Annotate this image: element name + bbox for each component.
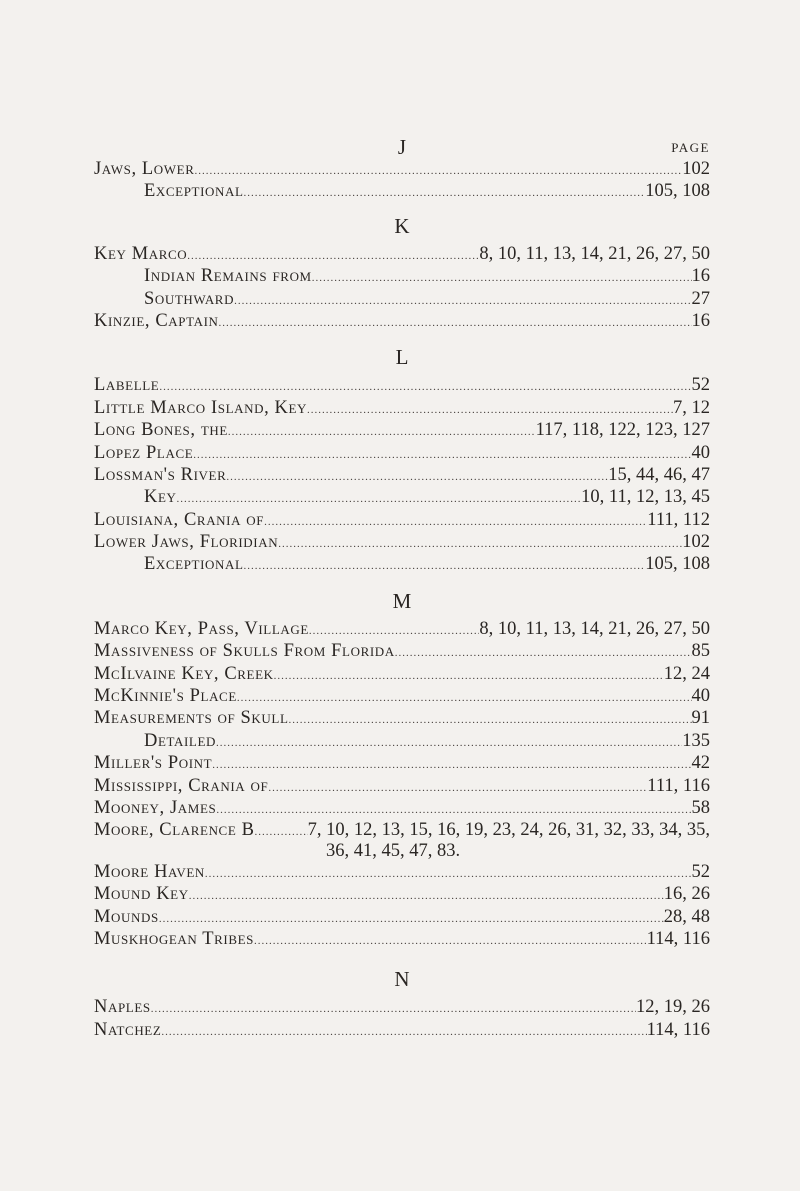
entry-name: Little Marco Island, Key: [94, 397, 308, 418]
leader-dots: [159, 908, 664, 930]
entry-pages: 15, 44, 46, 47: [608, 464, 710, 485]
index-entry: [94, 928, 710, 950]
entry-name: Moore, Clarence B: [94, 820, 255, 841]
leader-dots: [226, 466, 608, 488]
entry-pages: 7, 10, 12, 13, 15, 16, 19, 23, 24, 26, 31, 32, 33, 34, 35,: [307, 820, 710, 841]
entry-name: Measurements of Skull: [94, 708, 289, 729]
entry-pages: 12, 24: [663, 663, 710, 684]
leader-dots: [268, 777, 647, 799]
index-entry: [94, 996, 710, 1018]
entry-pages: 16: [691, 310, 710, 331]
section-letter-m: M: [392, 588, 412, 613]
entry-name: Lossman's River: [94, 464, 227, 485]
leader-dots: [159, 376, 691, 398]
entry-pages: 52: [691, 375, 710, 396]
entry-name: Key Marco: [94, 243, 188, 264]
index-entry: [94, 509, 710, 531]
entry-name: Labelle: [94, 375, 160, 396]
entry-pages: 16, 26: [663, 884, 710, 905]
entry-pages: 58: [691, 797, 710, 818]
entry-pages: 40: [691, 686, 710, 707]
index-entry: [94, 310, 710, 332]
entry-pages: 135: [682, 730, 710, 751]
entry-name: Mooney, James: [94, 797, 217, 818]
entry-pages: 52: [691, 861, 710, 882]
entry-pages-continuation: 36, 41, 45, 47, 83.: [326, 840, 461, 861]
index-entry: [94, 819, 710, 841]
leader-dots: [254, 930, 647, 952]
entry-pages: 8, 10, 11, 13, 14, 21, 26, 27, 50: [479, 618, 710, 639]
index-entry: [94, 397, 710, 419]
entry-name: Kinzie, Captain: [94, 310, 219, 331]
leader-dots: [177, 488, 582, 510]
index-entry: [94, 464, 710, 486]
leader-dots: [216, 732, 682, 754]
leader-dots: [395, 642, 692, 664]
index-column: [94, 135, 710, 1041]
entry-name: Louisiana, Crania of: [94, 509, 265, 530]
entry-name: Southward: [144, 288, 235, 309]
entry-pages: 7, 12: [673, 397, 710, 418]
entry-name: Jaws, Lower: [94, 159, 195, 179]
leader-dots: [189, 885, 664, 907]
entry-pages: 27: [691, 288, 710, 309]
index-entry: [94, 861, 710, 883]
entry-name: Massiveness of Skulls From Florida: [94, 641, 395, 662]
leader-dots: [264, 511, 647, 533]
entry-pages: 102: [682, 532, 710, 553]
index-subentry: [94, 180, 710, 202]
entry-name: Natchez: [94, 1019, 162, 1040]
index-entry: [94, 752, 710, 774]
entry-name: Mississippi, Crania of: [94, 775, 269, 796]
entry-pages: 91: [691, 708, 710, 729]
entry-name: Lower Jaws, Floridian: [94, 532, 279, 553]
index-entry: [94, 797, 710, 819]
entry-name: McIlvaine Key, Creek: [94, 663, 274, 684]
leader-dots: [288, 709, 691, 731]
entry-pages: 10, 11, 12, 13, 45: [581, 487, 710, 508]
index-entry: [94, 419, 710, 441]
entry-pages: 28, 48: [663, 906, 710, 927]
section-letter-j: J: [397, 135, 407, 159]
entry-name: McKinnie's Place: [94, 686, 237, 707]
leader-dots: [187, 245, 479, 267]
entry-name: Muskhogean Tribes: [94, 928, 254, 949]
entry-name: Marco Key, Pass, Village: [94, 618, 309, 639]
leader-dots: [309, 620, 480, 642]
index-subentry: [94, 553, 710, 575]
entry-name: Indian Remains from: [144, 266, 312, 287]
index-entry: [94, 640, 710, 662]
entry-name: Mound Key: [94, 884, 189, 905]
entry-pages: 111, 112: [647, 509, 710, 530]
leader-dots: [274, 665, 664, 687]
entry-name: Lopez Place: [94, 442, 194, 463]
section-letter-k: K: [394, 213, 410, 238]
index-subentry: [94, 730, 710, 752]
leader-dots: [228, 421, 536, 443]
entry-pages: 111, 116: [647, 775, 710, 796]
entry-name: Naples: [94, 997, 151, 1018]
leader-dots: [312, 267, 692, 289]
index-entry: [94, 531, 710, 553]
leader-dots: [205, 863, 692, 885]
entry-name: Moore Haven: [94, 861, 205, 882]
entry-name: Key: [144, 487, 177, 508]
section-letter-n: N: [394, 967, 410, 992]
leader-dots: [151, 998, 636, 1020]
index-entry: [94, 618, 710, 640]
leader-dots: [212, 754, 691, 776]
leader-dots: [161, 1021, 646, 1043]
entry-pages: 12, 19, 26: [636, 997, 710, 1018]
entry-pages: 105, 108: [645, 554, 710, 575]
index-entry: [94, 707, 710, 729]
index-subentry: [94, 265, 710, 287]
entry-pages: 85: [691, 641, 710, 662]
leader-dots: [255, 821, 308, 843]
leader-dots: [237, 687, 692, 709]
leader-dots: [244, 555, 646, 577]
index-subentry: [94, 486, 710, 508]
page-column-label: PAGE: [671, 140, 710, 155]
entry-pages: 102: [682, 159, 710, 179]
entry-pages: 42: [691, 753, 710, 774]
entry-name: Mounds: [94, 906, 159, 927]
entry-pages: 114, 116: [646, 928, 710, 949]
entry-pages: 8, 10, 11, 13, 14, 21, 26, 27, 50: [479, 243, 710, 264]
leader-dots: [278, 533, 682, 555]
index-entry: [94, 663, 710, 685]
entry-name: Exceptional: [144, 554, 244, 575]
index-entry: [94, 1019, 710, 1041]
leader-dots: [234, 290, 691, 312]
index-entry: [94, 883, 710, 905]
index-entry: [94, 243, 710, 265]
index-entry: [94, 775, 710, 797]
entry-pages: 105, 108: [645, 181, 710, 202]
index-entry: [94, 442, 710, 464]
section-letter-l: L: [395, 345, 409, 370]
entry-name: Exceptional: [144, 181, 244, 202]
entry-name: Detailed: [144, 730, 216, 751]
entry-name: Miller's Point: [94, 753, 213, 774]
leader-dots: [216, 799, 691, 821]
leader-dots: [219, 312, 692, 334]
index-subentry: [94, 288, 710, 310]
entry-pages: 40: [691, 442, 710, 463]
entry-pages: 114, 116: [646, 1019, 710, 1040]
leader-dots: [244, 182, 646, 204]
entry-pages: 16: [691, 266, 710, 287]
index-entry: [94, 685, 710, 707]
entry-name: Long Bones, the: [94, 420, 228, 441]
leader-dots: [193, 444, 691, 466]
index-entry: [94, 374, 710, 396]
entry-pages: 117, 118, 122, 123, 127: [535, 420, 710, 441]
index-entry: [94, 906, 710, 928]
leader-dots: [307, 399, 673, 421]
